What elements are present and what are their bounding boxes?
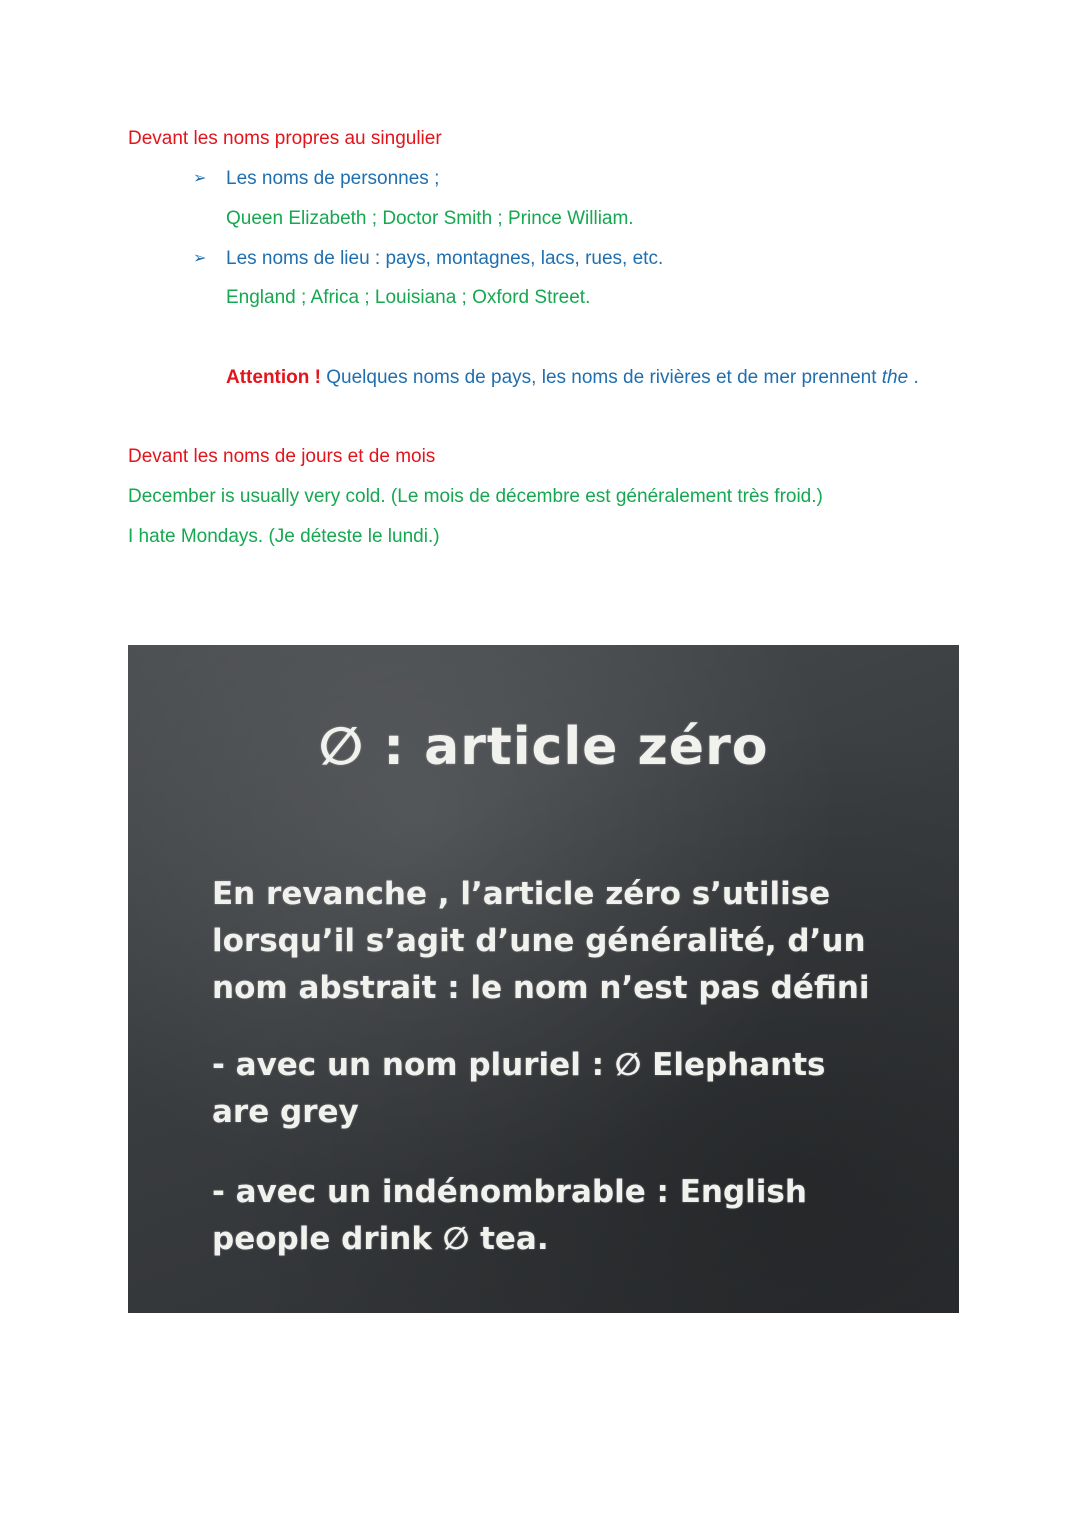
example-december: December is usually very cold. (Le mois de décembre est généralement très froid.): [128, 486, 823, 507]
rule-place-names: Les noms de lieu : pays, montagnes, lacs, rues, etc.: [226, 248, 664, 269]
bullet-arrow-icon: ➢: [193, 170, 207, 187]
chalkboard-paragraph-general: [212, 871, 870, 1012]
example-place-names: England ; Africa ; Louisiana ; Oxford Street.: [226, 287, 591, 308]
attention-the-word: the: [881, 367, 909, 388]
example-person-names: Queen Elizabeth ; Doctor Smith ; Prince William.: [226, 208, 634, 229]
chalkboard-line: people drink ∅ tea.: [212, 1221, 549, 1257]
chalkboard-line: nom abstrait : le nom n’est pas défini: [212, 970, 870, 1006]
section-heading-proper-nouns: Devant les noms propres au singulier: [128, 128, 442, 149]
attention-end: .: [908, 367, 919, 388]
example-mondays: I hate Mondays. (Je déteste le lundi.): [128, 526, 440, 547]
section-heading-days-months: Devant les noms de jours et de mois: [128, 446, 436, 467]
rule-person-names: Les noms de personnes ;: [226, 168, 440, 189]
chalkboard-line: are grey: [212, 1094, 359, 1130]
bullet-arrow-icon: ➢: [193, 250, 207, 267]
attention-label: Attention !: [226, 367, 321, 388]
chalkboard-line: En revanche , l’article zéro s’utilise: [212, 876, 831, 912]
attention-text: Quelques noms de pays, les noms de rivières et de mer prennent: [320, 367, 882, 388]
chalkboard-line: lorsqu’il s’agit d’une généralité, d’un: [212, 923, 866, 959]
chalkboard-line: - avec un indénombrable : English: [212, 1174, 807, 1210]
chalkboard-paragraph-uncountable: [212, 1169, 807, 1263]
chalkboard-paragraph-plural: [212, 1042, 826, 1136]
chalkboard-title: ∅ : article zéro: [318, 717, 769, 777]
attention-note: [226, 366, 919, 390]
chalkboard-image: [128, 645, 959, 1313]
chalkboard-line: - avec un nom pluriel : ∅ Elephants: [212, 1047, 826, 1083]
